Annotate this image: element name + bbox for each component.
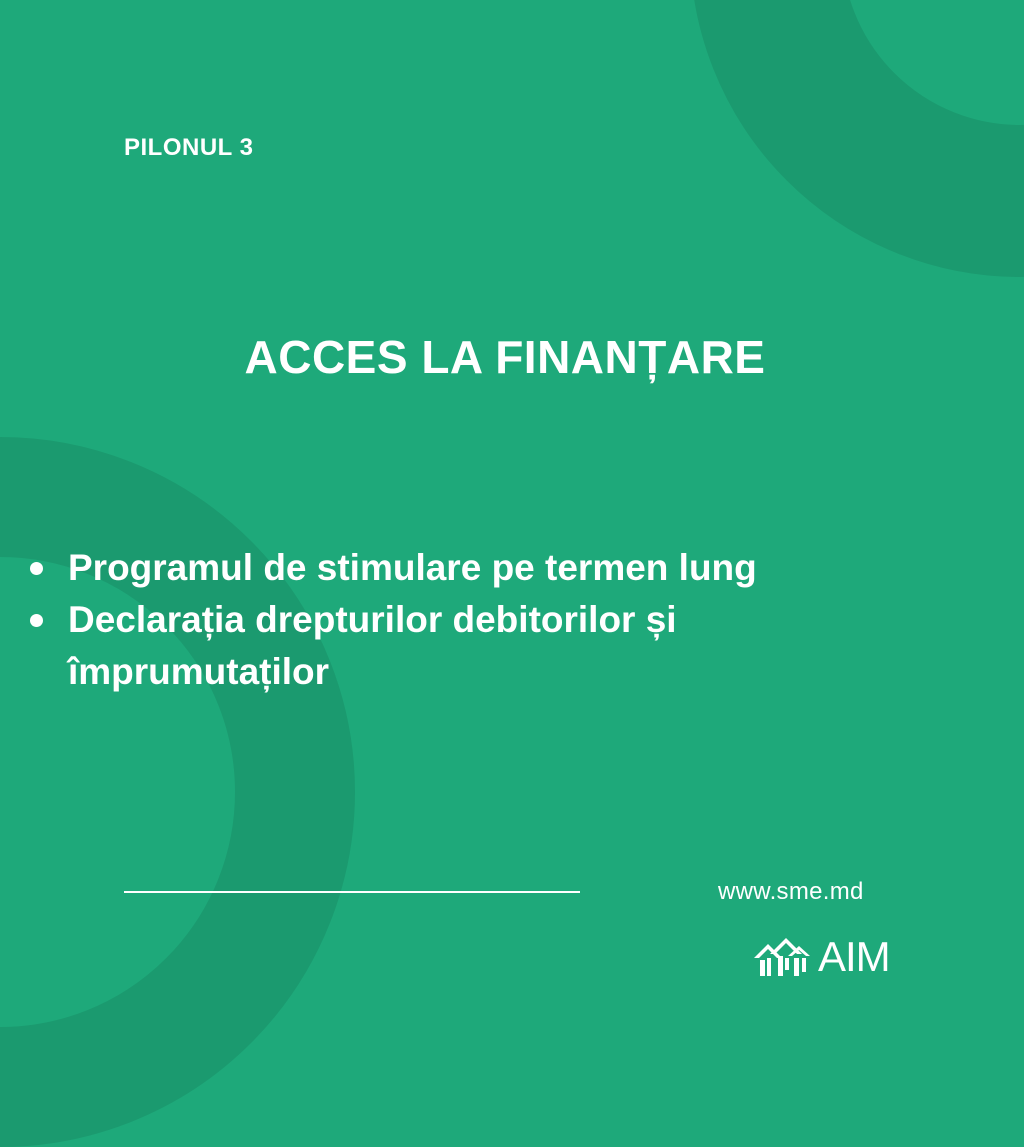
- aim-logo: [752, 930, 890, 978]
- list-item: [28, 594, 928, 698]
- page-title: ACCES LA FINANȚARE: [244, 331, 766, 383]
- decorative-ring-top: [690, 0, 1024, 277]
- bullet-icon: [30, 614, 43, 627]
- list-item: [28, 542, 928, 594]
- bullet-icon: [30, 562, 43, 575]
- website-link[interactable]: www.sme.md: [718, 878, 864, 905]
- list-item-text: Declarația drepturilor debitorilor și împrumutaților: [68, 599, 677, 692]
- rooftops-logo-icon: [752, 934, 814, 978]
- bullet-list: [28, 542, 928, 698]
- pillar-label: PILONUL 3: [124, 134, 254, 161]
- logo-text: AIM: [818, 933, 890, 980]
- divider-line: [124, 891, 580, 893]
- list-item-text: Programul de stimulare pe termen lung: [68, 547, 757, 588]
